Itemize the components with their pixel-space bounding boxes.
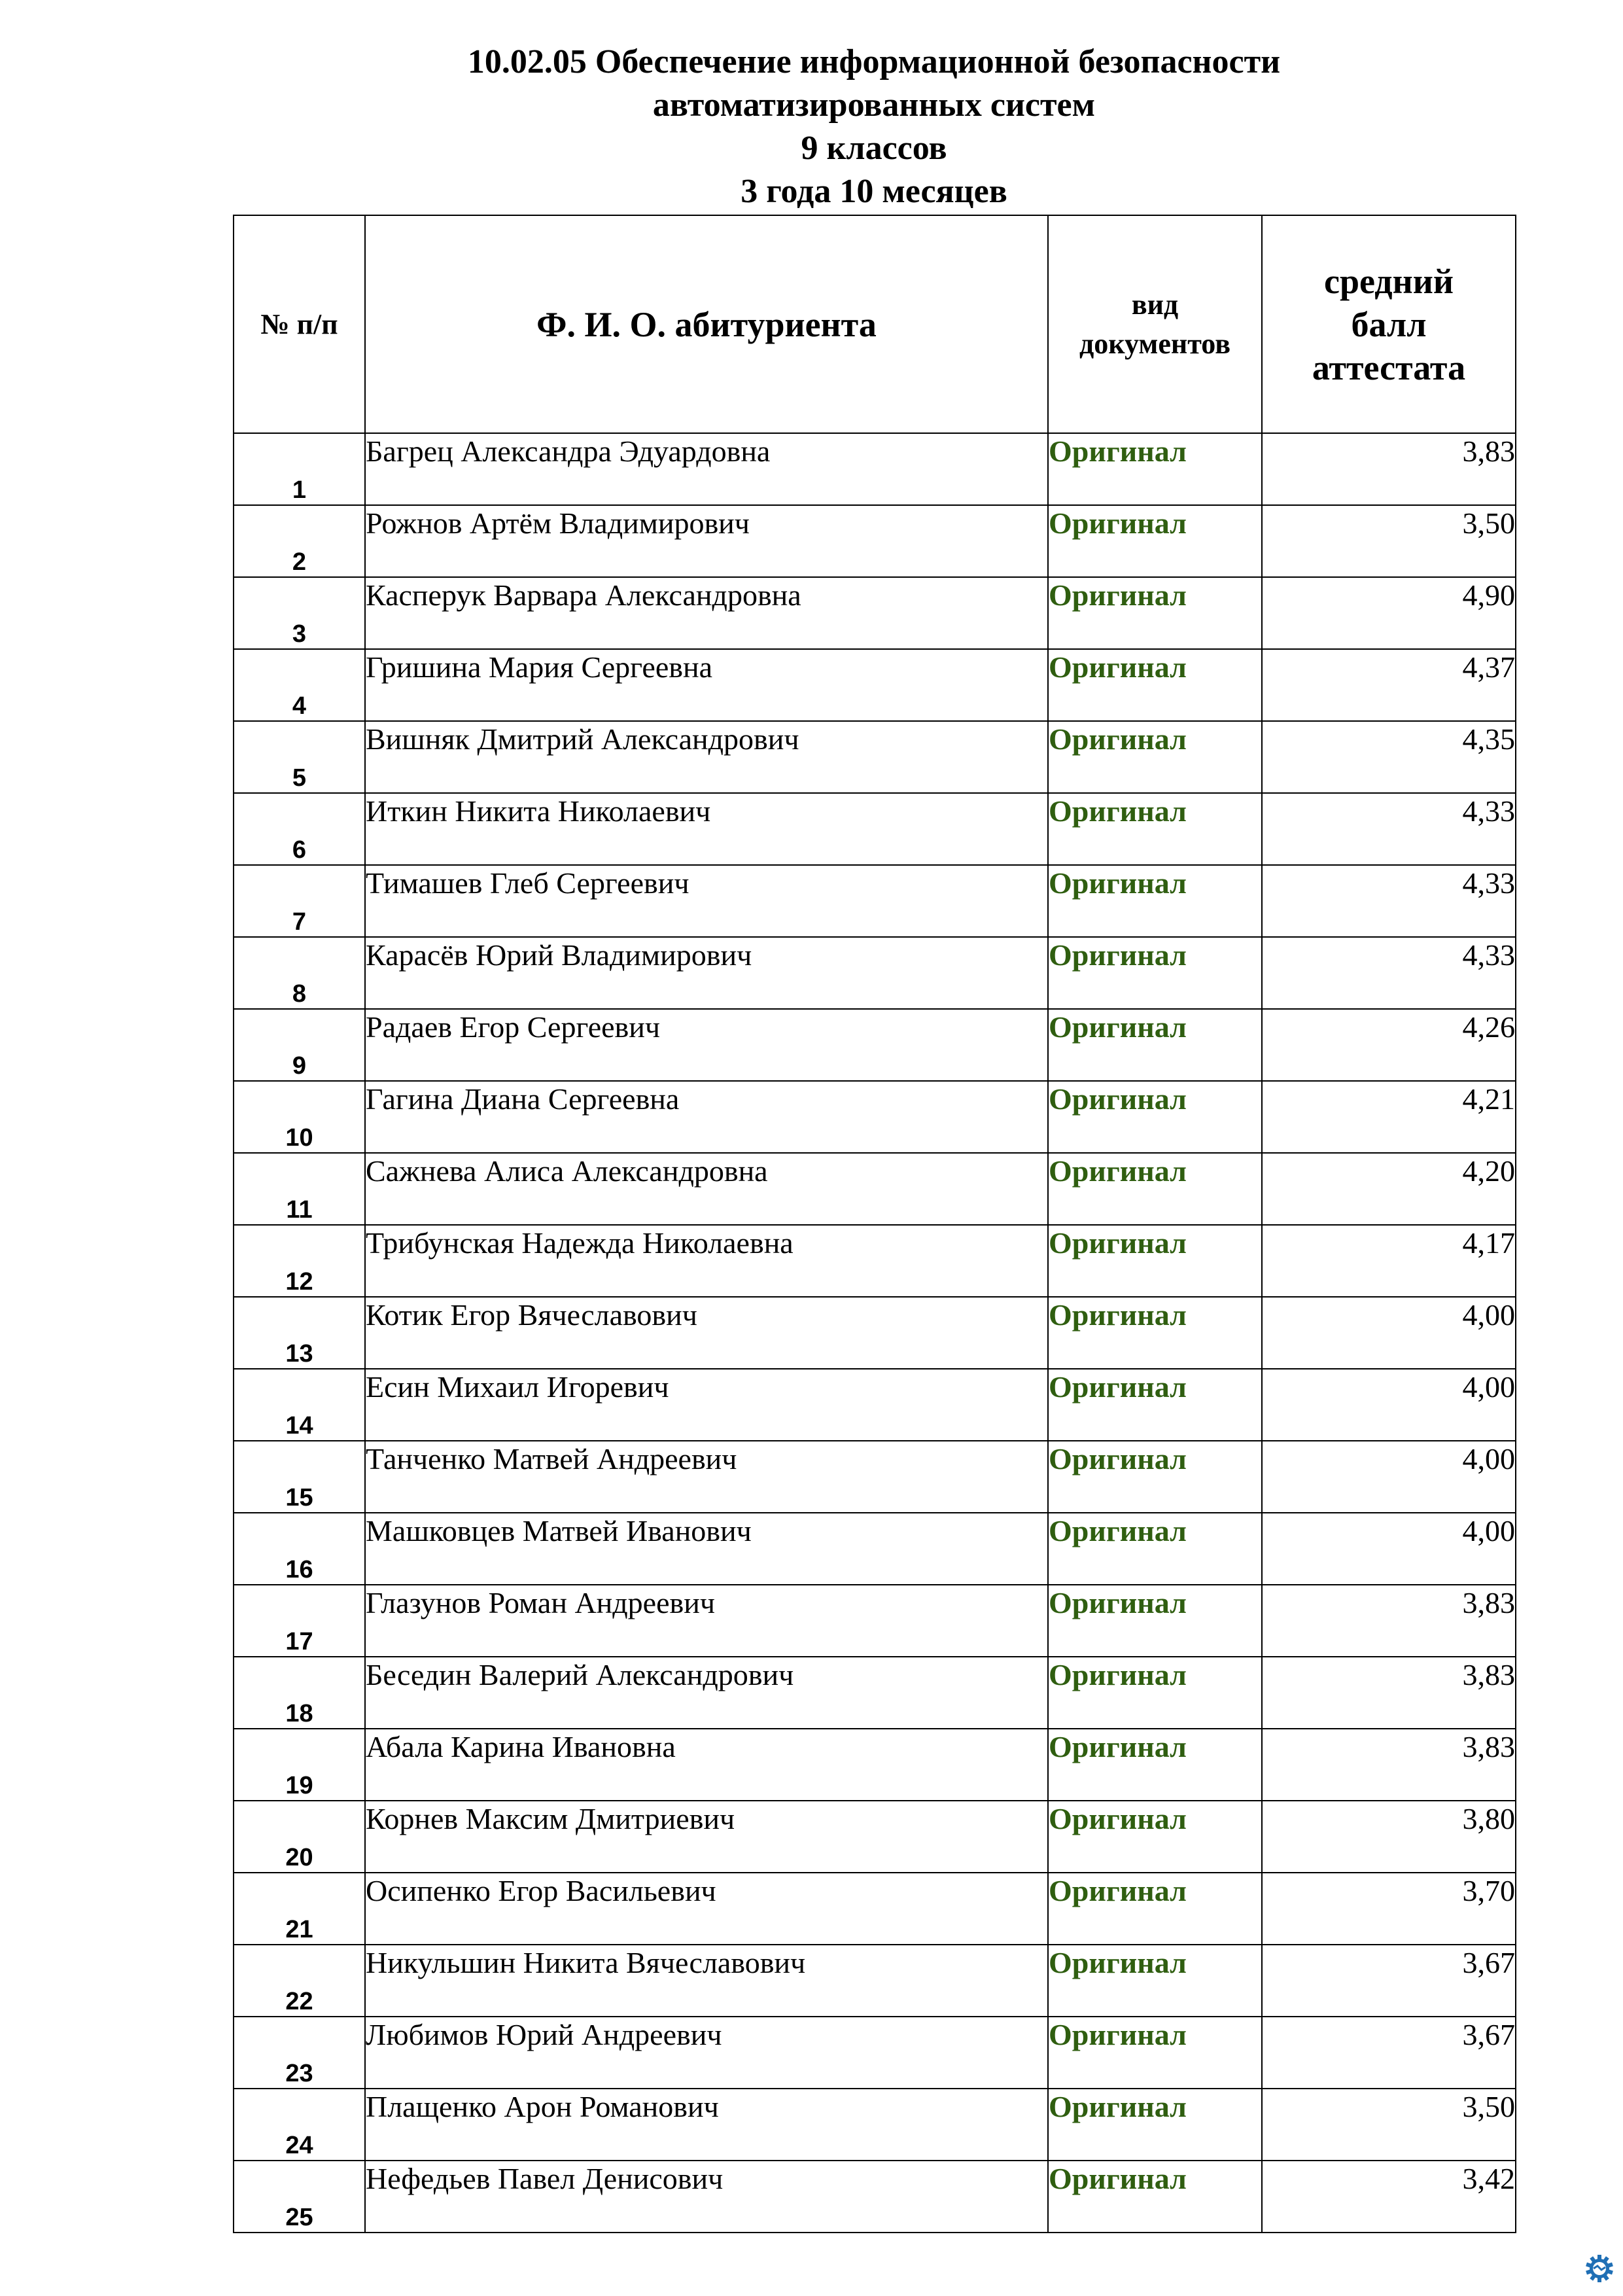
- applicant-name-cell: Есин Михаил Игоревич: [365, 1369, 1048, 1441]
- average-score-cell: 4,33: [1262, 937, 1516, 1009]
- document-type-cell: Оригинал: [1048, 937, 1262, 1009]
- table-row: [234, 1585, 1516, 1657]
- average-score-cell: 3,83: [1262, 1585, 1516, 1657]
- average-score-cell: 4,00: [1262, 1297, 1516, 1369]
- title-line-grade: 9 классов: [801, 130, 947, 167]
- document-type-cell: Оригинал: [1048, 865, 1262, 937]
- document-type-cell: Оригинал: [1048, 577, 1262, 649]
- table-row: [234, 1369, 1516, 1441]
- average-score-cell: 4,90: [1262, 577, 1516, 649]
- table-row: [234, 1873, 1516, 1945]
- table-header-row: [234, 215, 1516, 433]
- applicants-table: [233, 215, 1516, 2233]
- average-score-cell: 3,50: [1262, 505, 1516, 577]
- table-row: [234, 1009, 1516, 1081]
- table-row: [234, 505, 1516, 577]
- row-number-cell: 22: [234, 1945, 365, 2017]
- average-score-cell: 3,50: [1262, 2089, 1516, 2161]
- column-header-average-score-line: балл: [1351, 304, 1427, 344]
- title-line-specialty-cont: автоматизированных систем: [652, 86, 1096, 124]
- applicant-name-cell: Сажнева Алиса Александровна: [365, 1153, 1048, 1225]
- table-row: [234, 1513, 1516, 1585]
- row-number-cell: 8: [234, 937, 365, 1009]
- applicant-name-cell: Гришина Мария Сергеевна: [365, 649, 1048, 721]
- table-row: [234, 1153, 1516, 1225]
- applicant-name-cell: Любимов Юрий Андреевич: [365, 2017, 1048, 2089]
- row-number-cell: 9: [234, 1009, 365, 1081]
- average-score-cell: 4,26: [1262, 1009, 1516, 1081]
- table-row: [234, 1297, 1516, 1369]
- applicant-name-cell: Карасёв Юрий Владимирович: [365, 937, 1048, 1009]
- applicant-name-cell: Машковцев Матвей Иванович: [365, 1513, 1048, 1585]
- row-number-cell: 15: [234, 1441, 365, 1513]
- column-header-document-type-line: вид: [1131, 288, 1179, 321]
- applicant-name-cell: Радаев Егор Сергеевич: [365, 1009, 1048, 1081]
- document-type-cell: Оригинал: [1048, 1081, 1262, 1153]
- table-row: [234, 1801, 1516, 1873]
- document-type-cell: Оригинал: [1048, 2161, 1262, 2233]
- document-type-cell: Оригинал: [1048, 505, 1262, 577]
- average-score-cell: 3,67: [1262, 2017, 1516, 2089]
- column-header-average-score-line: аттестата: [1312, 347, 1466, 387]
- table-row: [234, 1657, 1516, 1729]
- average-score-cell: 4,37: [1262, 649, 1516, 721]
- table-row: [234, 937, 1516, 1009]
- document-type-cell: Оригинал: [1048, 2017, 1262, 2089]
- row-number-cell: 12: [234, 1225, 365, 1297]
- document-type-cell: Оригинал: [1048, 1945, 1262, 2017]
- document-type-cell: Оригинал: [1048, 1297, 1262, 1369]
- average-score-cell: 3,67: [1262, 1945, 1516, 2017]
- table-row: [234, 2161, 1516, 2233]
- row-number-cell: 2: [234, 505, 365, 577]
- table-row: [234, 433, 1516, 505]
- average-score-cell: 4,17: [1262, 1225, 1516, 1297]
- row-number-cell: 7: [234, 865, 365, 937]
- title-line-specialty: 10.02.05 Обеспечение информационной безопасности: [467, 43, 1281, 80]
- title-line-duration: 3 года 10 месяцев: [741, 173, 1007, 210]
- row-number-cell: 20: [234, 1801, 365, 1873]
- column-header-number: № п/п: [234, 215, 365, 433]
- table-row: [234, 1729, 1516, 1801]
- document-type-cell: Оригинал: [1048, 721, 1262, 793]
- average-score-cell: 4,33: [1262, 793, 1516, 865]
- document-type-cell: Оригинал: [1048, 1009, 1262, 1081]
- average-score-cell: 3,83: [1262, 1657, 1516, 1729]
- average-score-cell: 4,20: [1262, 1153, 1516, 1225]
- table-row: [234, 1945, 1516, 2017]
- gear-logo-icon: [1584, 2253, 1614, 2284]
- row-number-cell: 23: [234, 2017, 365, 2089]
- document-type-cell: Оригинал: [1048, 1225, 1262, 1297]
- row-number-cell: 6: [234, 793, 365, 865]
- table-row: [234, 577, 1516, 649]
- document-type-cell: Оригинал: [1048, 649, 1262, 721]
- applicant-name-cell: Абала Карина Ивановна: [365, 1729, 1048, 1801]
- document-type-cell: Оригинал: [1048, 1369, 1262, 1441]
- average-score-cell: 4,33: [1262, 865, 1516, 937]
- row-number-cell: 16: [234, 1513, 365, 1585]
- column-header-name: Ф. И. О. абитуриента: [365, 215, 1048, 433]
- applicant-name-cell: Рожнов Артём Владимирович: [365, 505, 1048, 577]
- row-number-cell: 13: [234, 1297, 365, 1369]
- average-score-cell: 3,83: [1262, 433, 1516, 505]
- column-header-document-type: [1048, 215, 1262, 433]
- document-type-cell: Оригинал: [1048, 1585, 1262, 1657]
- applicant-name-cell: Осипенко Егор Васильевич: [365, 1873, 1048, 1945]
- row-number-cell: 17: [234, 1585, 365, 1657]
- applicant-name-cell: Вишняк Дмитрий Александрович: [365, 721, 1048, 793]
- average-score-cell: 4,00: [1262, 1441, 1516, 1513]
- row-number-cell: 4: [234, 649, 365, 721]
- average-score-cell: 3,83: [1262, 1729, 1516, 1801]
- row-number-cell: 5: [234, 721, 365, 793]
- average-score-cell: 4,00: [1262, 1369, 1516, 1441]
- applicant-name-cell: Нефедьев Павел Денисович: [365, 2161, 1048, 2233]
- table-row: [234, 1081, 1516, 1153]
- document-type-cell: Оригинал: [1048, 2089, 1262, 2161]
- row-number-cell: 19: [234, 1729, 365, 1801]
- column-header-document-type-line: документов: [1079, 327, 1230, 360]
- table-row: [234, 1441, 1516, 1513]
- average-score-cell: 4,35: [1262, 721, 1516, 793]
- document-type-cell: Оригинал: [1048, 793, 1262, 865]
- row-number-cell: 14: [234, 1369, 365, 1441]
- applicant-name-cell: Беседин Валерий Александрович: [365, 1657, 1048, 1729]
- average-score-cell: 4,00: [1262, 1513, 1516, 1585]
- row-number-cell: 21: [234, 1873, 365, 1945]
- row-number-cell: 11: [234, 1153, 365, 1225]
- table-row: [234, 865, 1516, 937]
- applicant-name-cell: Корнев Максим Дмитриевич: [365, 1801, 1048, 1873]
- average-score-cell: 4,21: [1262, 1081, 1516, 1153]
- row-number-cell: 24: [234, 2089, 365, 2161]
- document-title: [233, 41, 1515, 213]
- average-score-cell: 3,42: [1262, 2161, 1516, 2233]
- applicant-name-cell: Трибунская Надежда Николаевна: [365, 1225, 1048, 1297]
- applicant-name-cell: Танченко Матвей Андреевич: [365, 1441, 1048, 1513]
- row-number-cell: 18: [234, 1657, 365, 1729]
- document-type-cell: Оригинал: [1048, 1153, 1262, 1225]
- applicant-name-cell: Иткин Никита Николаевич: [365, 793, 1048, 865]
- document-type-cell: Оригинал: [1048, 1801, 1262, 1873]
- applicant-name-cell: Глазунов Роман Андреевич: [365, 1585, 1048, 1657]
- row-number-cell: 1: [234, 433, 365, 505]
- applicant-name-cell: Гагина Диана Сергеевна: [365, 1081, 1048, 1153]
- applicant-name-cell: Касперук Варвара Александровна: [365, 577, 1048, 649]
- table-row: [234, 2017, 1516, 2089]
- table-row: [234, 649, 1516, 721]
- applicant-name-cell: Котик Егор Вячеславович: [365, 1297, 1048, 1369]
- table-row: [234, 2089, 1516, 2161]
- table-row: [234, 721, 1516, 793]
- row-number-cell: 3: [234, 577, 365, 649]
- applicant-name-cell: Никульшин Никита Вячеславович: [365, 1945, 1048, 2017]
- column-header-average-score-line: средний: [1324, 261, 1454, 301]
- document-type-cell: Оригинал: [1048, 1441, 1262, 1513]
- applicant-name-cell: Багрец Александра Эдуардовна: [365, 433, 1048, 505]
- table-row: [234, 793, 1516, 865]
- row-number-cell: 25: [234, 2161, 365, 2233]
- table-body: [234, 433, 1516, 2233]
- applicant-name-cell: Плащенко Арон Романович: [365, 2089, 1048, 2161]
- row-number-cell: 10: [234, 1081, 365, 1153]
- column-header-average-score: [1262, 215, 1516, 433]
- document-type-cell: Оригинал: [1048, 1729, 1262, 1801]
- document-type-cell: Оригинал: [1048, 1657, 1262, 1729]
- document-type-cell: Оригинал: [1048, 1873, 1262, 1945]
- applicant-name-cell: Тимашев Глеб Сергеевич: [365, 865, 1048, 937]
- average-score-cell: 3,70: [1262, 1873, 1516, 1945]
- average-score-cell: 3,80: [1262, 1801, 1516, 1873]
- document-type-cell: Оригинал: [1048, 433, 1262, 505]
- document-type-cell: Оригинал: [1048, 1513, 1262, 1585]
- table-row: [234, 1225, 1516, 1297]
